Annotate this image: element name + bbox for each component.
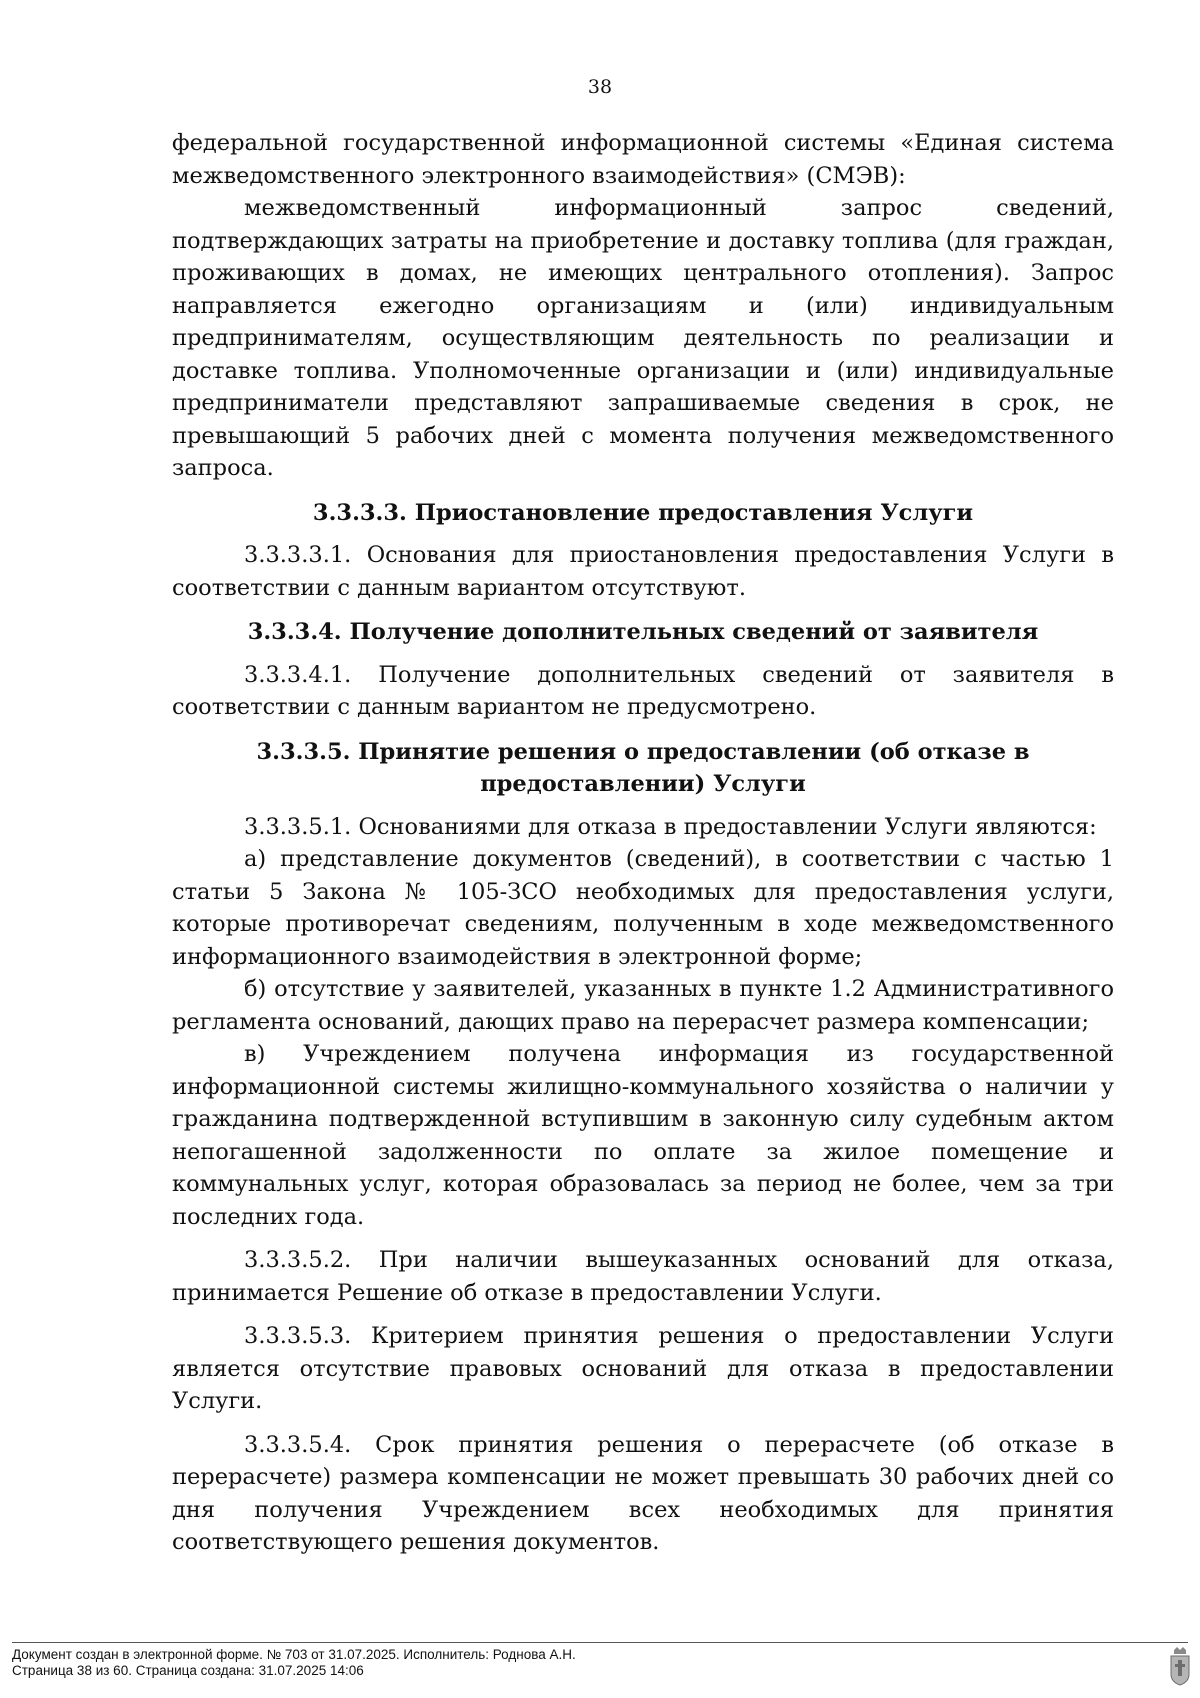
section-heading: 3.3.3.3. Приостановление предоставления Услуги bbox=[312, 499, 974, 526]
paragraph: 3.3.3.3.1. Основания для приостановления предоставления Услуги в соответствии с данным вариантом отсутствуют. bbox=[172, 542, 1114, 601]
paragraph: 3.3.3.4.1. Получение дополнительных сведений от заявителя в соответствии с данным вариантом не предусмотрено. bbox=[172, 661, 1114, 720]
coat-of-arms-icon bbox=[1168, 1646, 1192, 1686]
footer-line2: Страница 38 из 60. Страница создана: 31.07.2025 14:06 bbox=[12, 1663, 364, 1678]
section-heading bbox=[172, 736, 1114, 801]
section-heading-line1: 3.3.3.5. Принятие решения о предоставлении (об отказе в bbox=[256, 738, 1030, 765]
list-item: а) представление документов (сведений), в соответствии с частью 1 статьи 5 Закона № 105-ЗСО необходимых для предоставления услуги, которые противоречат сведениям, полученным в ходе межведомственного информационного взаимодействия в электронной форме; bbox=[172, 846, 1114, 970]
paragraph: межведомственный информационный запрос сведений, подтверждающих затраты на приобретение и доставку топлива (для граждан, проживающих в домах, не имеющих центрального отопления). Запрос направляется ежегодно организациям и (или) индивидуальным предпринимателям, осуществляющим деятельность по реализации и доставке топлива. Уполномоченные организации и (или) индивидуальные предприниматели представляют запрашиваемые сведения в срок, не превышающий 5 рабочих дней с момента получения межведомственного запроса. bbox=[172, 195, 1114, 481]
list-item: в) Учреждением получена информация из государственной информационной системы жилищно-коммунального хозяйства о наличии у гражданина подтвержденной вступившим в законную силу судебным актом непогашенной задолженности по оплате за жилое помещение и коммунальных услуг, которая образовалась за период не более, чем за три последних года. bbox=[172, 1041, 1114, 1230]
section-heading: 3.3.3.4. Получение дополнительных сведений от заявителя bbox=[247, 619, 1039, 645]
paragraph: 3.3.3.5.1. Основаниями для отказа в предоставлении Услуги являются: bbox=[244, 813, 1097, 840]
footer bbox=[12, 1647, 576, 1679]
paragraph: 3.3.3.5.2. При наличии вышеуказанных оснований для отказа, принимается Решение об отказе в предоставлении Услуги. bbox=[172, 1247, 1114, 1306]
paragraph: 3.3.3.5.4. Срок принятия решения о перерасчете (об отказе в перерасчете) размера компенсации не может превышать 30 рабочих дней со дня получения Учреждением всех необходимых для принятия соответствующего решения документов. bbox=[172, 1431, 1114, 1555]
page-number: 38 bbox=[587, 76, 613, 98]
list-item: б) отсутствие у заявителей, указанных в пункте 1.2 Административного регламента оснований, дающих право на перерасчет размера компенсации; bbox=[172, 976, 1114, 1035]
section-heading-line2: предоставлении) Услуги bbox=[480, 771, 806, 797]
footer-line1: Документ создан в электронной форме. № 703 от 31.07.2025. Исполнитель: Роднова А.Н. bbox=[12, 1647, 576, 1662]
footer-divider bbox=[12, 1642, 1188, 1643]
paragraph: федеральной государственной информационной системы «Единая система межведомственного электронного взаимодействия» (СМЭВ): bbox=[172, 130, 1114, 189]
paragraph: 3.3.3.5.3. Критерием принятия решения о предоставлении Услуги является отсутствие правовых оснований для отказа в предоставлении Услуги. bbox=[172, 1323, 1114, 1414]
document-body bbox=[172, 127, 1114, 1559]
